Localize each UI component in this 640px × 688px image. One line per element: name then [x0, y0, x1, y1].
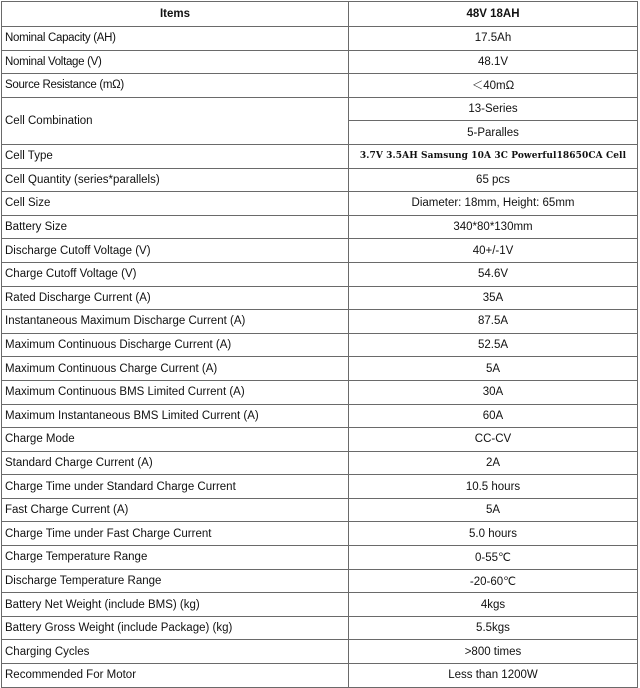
table-row — [2, 616, 638, 640]
row-value: 2A — [349, 451, 638, 475]
table-row — [2, 50, 638, 74]
table-row — [2, 262, 638, 286]
row-value: 87.5A — [349, 310, 638, 334]
row-value: ＜40mΩ — [349, 74, 638, 98]
table-row — [2, 215, 638, 239]
row-label: Battery Net Weight (include BMS) (kg) — [2, 593, 349, 617]
table-row — [2, 640, 638, 664]
table-row — [2, 239, 638, 263]
row-label: Battery Gross Weight (include Package) (kg) — [2, 616, 349, 640]
row-value: 340*80*130mm — [349, 215, 638, 239]
table-row — [2, 192, 638, 216]
row-label: Instantaneous Maximum Discharge Current (A) — [2, 310, 349, 334]
row-value: 5A — [349, 498, 638, 522]
row-value: Less than 1200W — [349, 664, 638, 688]
row-label: Charge Time under Fast Charge Current — [2, 522, 349, 546]
table-row — [2, 357, 638, 381]
header-items: Items — [2, 2, 349, 27]
table-row — [2, 546, 638, 570]
row-value: 65 pcs — [349, 168, 638, 192]
table-row — [2, 593, 638, 617]
table-row — [2, 97, 638, 121]
row-value: 0-55℃ — [349, 546, 638, 570]
row-value: 4kgs — [349, 593, 638, 617]
row-label: Battery Size — [2, 215, 349, 239]
row-value: -20-60℃ — [349, 569, 638, 593]
table-row — [2, 664, 638, 688]
row-label: Charging Cycles — [2, 640, 349, 664]
row-value: Diameter: 18mm, Height: 65mm — [349, 192, 638, 216]
table-row — [2, 168, 638, 192]
table-row — [2, 475, 638, 499]
row-label: Rated Discharge Current (A) — [2, 286, 349, 310]
table-row — [2, 286, 638, 310]
row-label: Charge Time under Standard Charge Current — [2, 475, 349, 499]
row-value: 13-Series — [349, 97, 638, 121]
row-value: 5.0 hours — [349, 522, 638, 546]
row-label: Charge Temperature Range — [2, 546, 349, 570]
row-label: Cell Type — [2, 144, 349, 168]
table-row — [2, 569, 638, 593]
row-value: 40+/-1V — [349, 239, 638, 263]
table-row — [2, 144, 638, 168]
row-label: Recommended For Motor — [2, 664, 349, 688]
row-label: Nominal Voltage (V) — [2, 50, 349, 74]
row-label: Maximum Continuous Discharge Current (A) — [2, 333, 349, 357]
table-header-row — [2, 2, 638, 27]
row-label: Fast Charge Current (A) — [2, 498, 349, 522]
table-row — [2, 74, 638, 98]
row-value: 10.5 hours — [349, 475, 638, 499]
row-value: 54.6V — [349, 262, 638, 286]
row-label: Nominal Capacity (AH) — [2, 27, 349, 51]
header-model: 48V 18AH — [349, 2, 638, 27]
row-label: Discharge Temperature Range — [2, 569, 349, 593]
row-value: 30A — [349, 380, 638, 404]
table-row — [2, 498, 638, 522]
table-row — [2, 333, 638, 357]
row-value: 52.5A — [349, 333, 638, 357]
row-label: Charge Mode — [2, 428, 349, 452]
row-label: Cell Size — [2, 192, 349, 216]
table-row — [2, 404, 638, 428]
table-row — [2, 428, 638, 452]
row-label: Maximum Continuous BMS Limited Current (A) — [2, 380, 349, 404]
row-value: CC-CV — [349, 428, 638, 452]
row-value: >800 times — [349, 640, 638, 664]
table-row — [2, 380, 638, 404]
row-label: Source Resistance (mΩ) — [2, 74, 349, 98]
row-label: Standard Charge Current (A) — [2, 451, 349, 475]
row-value: 5A — [349, 357, 638, 381]
row-value: 17.5Ah — [349, 27, 638, 51]
table-row — [2, 310, 638, 334]
row-value: 5.5kgs — [349, 616, 638, 640]
row-label: Cell Combination — [2, 97, 349, 144]
table-row — [2, 451, 638, 475]
row-value: 35A — [349, 286, 638, 310]
table-row — [2, 27, 638, 51]
row-label: Maximum Continuous Charge Current (A) — [2, 357, 349, 381]
row-value: 48.1V — [349, 50, 638, 74]
row-value: 60A — [349, 404, 638, 428]
row-label: Maximum Instantaneous BMS Limited Current (A) — [2, 404, 349, 428]
row-label: Charge Cutoff Voltage (V) — [2, 262, 349, 286]
table-row — [2, 522, 638, 546]
row-value: 5-Paralles — [349, 121, 638, 145]
row-label: Discharge Cutoff Voltage (V) — [2, 239, 349, 263]
battery-spec-table — [1, 1, 638, 688]
row-value: 3.7V 3.5AH Samsung 10A 3C Powerful18650CA Cell — [349, 144, 638, 168]
row-label: Cell Quantity (series*parallels) — [2, 168, 349, 192]
